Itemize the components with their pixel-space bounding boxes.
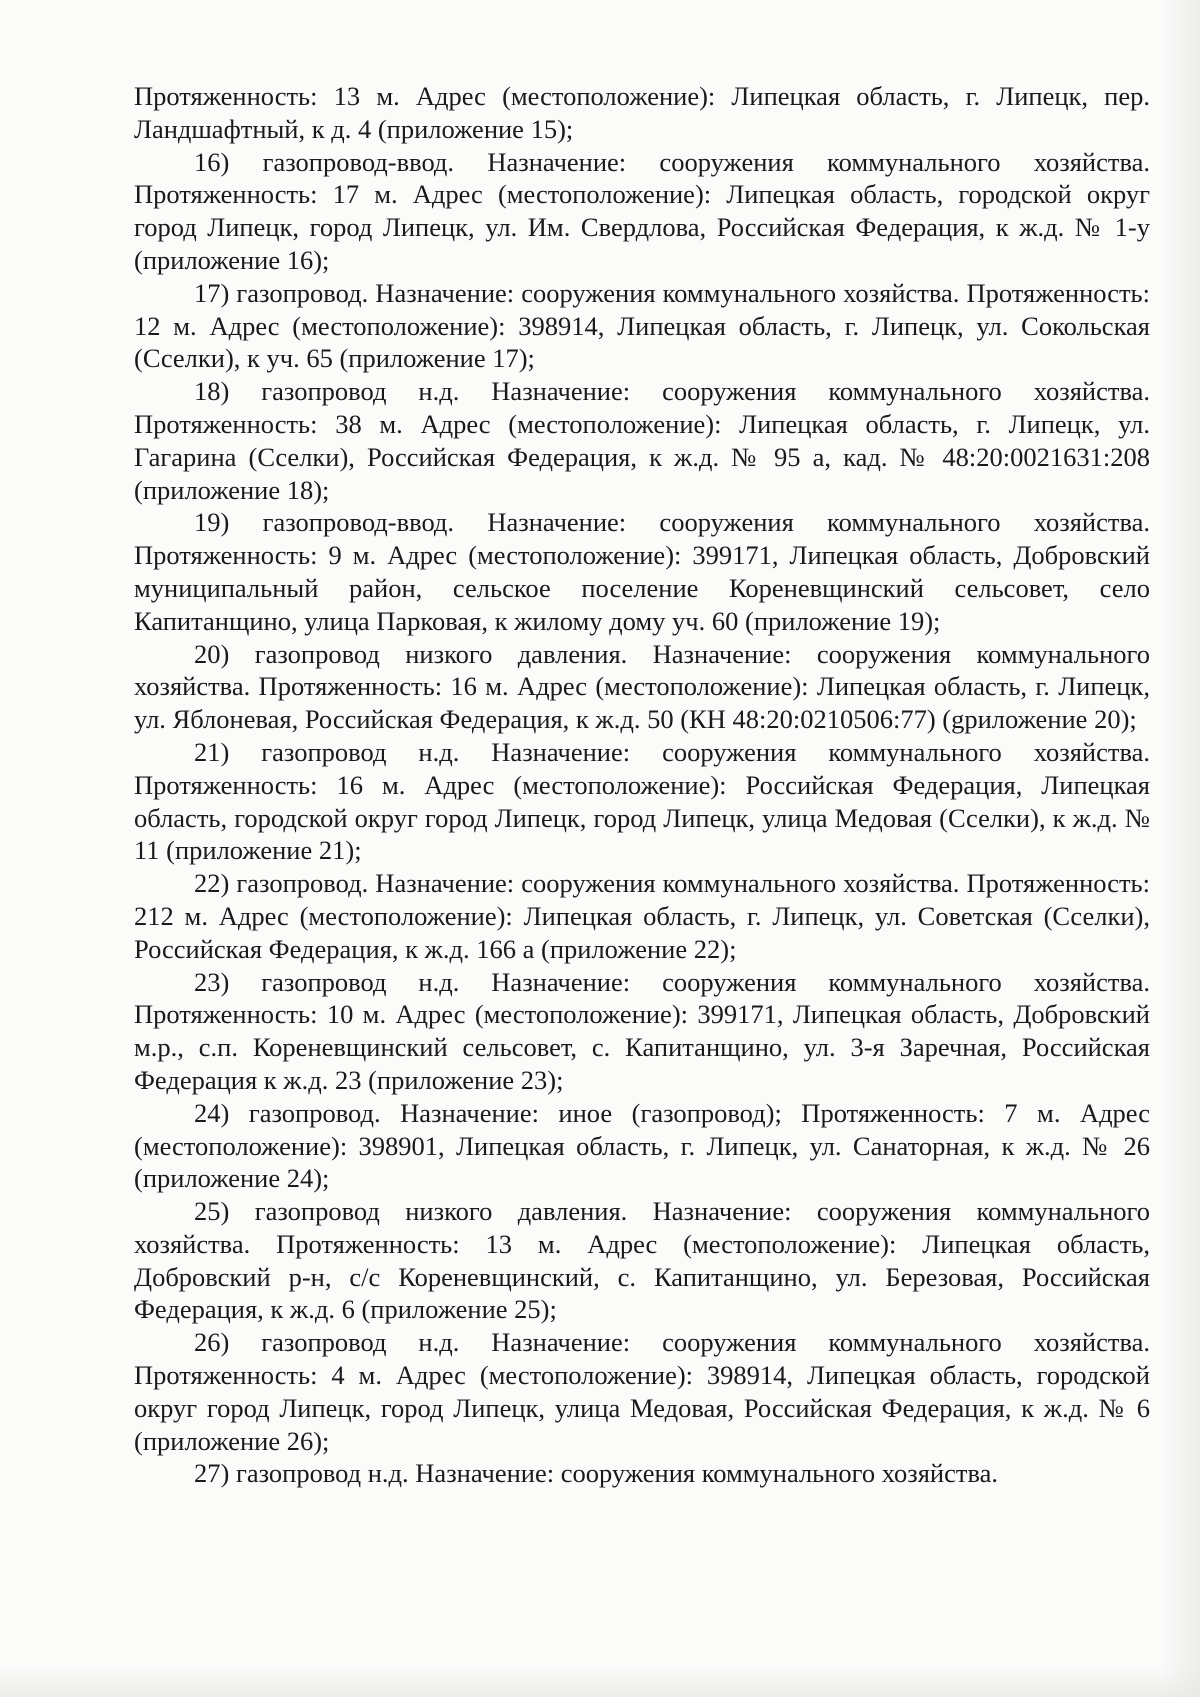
list-item-16: 16) газопровод-ввод. Назначение: сооружения коммунального хозяйства. Протяженность: 17 м. Адрес (местоположение): Липецкая область, городской округ город Липецк, город Липецк, ул. Им. Свердлова, Российская Федерация, к ж.д. № 1-у (приложение 16); [134,146,1150,275]
list-item-17: 17) газопровод. Назначение: сооружения коммунального хозяйства. Протяженность: 12 м. Адрес (местоположение): 398914, Липецкая область, г. Липецк, ул. Сокольская (Сселки), к уч. 65 (приложение 17); [134,277,1150,374]
list-item-27: 27) газопровод н.д. Назначение: сооружения коммунального хозяйства. [194,1458,998,1489]
list-item-24: 24) газопровод. Назначение: иное (газопровод); Протяженность: 7 м. Адрес (местоположение): 398901, Липецкая область, г. Липецк, ул. Санаторная, к ж.д. № 26 (приложение 24); [134,1097,1150,1194]
list-item-21: 21) газопровод н.д. Назначение: сооружения коммунального хозяйства. Протяженность: 16 м. Адрес (местоположение): Российская Федерация, Липецкая область, городской округ город Липецк, город Липецк, улица Медовая (Сселки), к ж.д. № 11 (приложение 21); [134,736,1150,866]
document-body [134,80,1150,1490]
list-item-25: 25) газопровод низкого давления. Назначение: сооружения коммунального хозяйства. Протяженность: 13 м. Адрес (местоположение): Липецкая область, Добровский р-н, с/с Кореневщинский, с. Капитанщино, ул. Березовая, Российская Федерация, к ж.д. 6 (приложение 25); [134,1196,1150,1325]
list-item-26: 26) газопровод н.д. Назначение: сооружения коммунального хозяйства. Протяженность: 4 м. Адрес (местоположение): 398914, Липецкая область, городской округ город Липецк, город Липецк, улица Медовая, Российская Федерация, к ж.д. № 6 (приложение 26); [134,1327,1150,1456]
list-item-20: 20) газопровод низкого давления. Назначение: сооружения коммунального хозяйства. Протяженность: 16 м. Адрес (местоположение): Липецкая область, г. Липецк, ул. Яблоневая, Российская Федерация, к ж.д. 50 (КН 48:20:0210506:77) (gриложение 20); [134,638,1150,735]
continued-paragraph: Протяженность: 13 м. Адрес (местоположение): Липецкая область, г. Липецк, пер. Ландшафтный, к д. 4 (приложение 15); [134,81,1150,144]
list-item-18: 18) газопровод н.д. Назначение: сооружения коммунального хозяйства. Протяженность: 38 м. Адрес (местоположение): Липецкая область, г. Липецк, ул. Гагарина (Сселки), Российская Федерация, к ж.д. № 95 а, кад. № 48:20:0021631:208 (приложение 18); [134,376,1150,505]
scan-edge-shadow-right [1160,0,1200,1697]
scan-edge-shadow-bottom [0,1667,1200,1697]
list-item-19: 19) газопровод-ввод. Назначение: сооружения коммунального хозяйства. Протяженность: 9 м. Адрес (местоположение): 399171, Липецкая область, Добровский муниципальный район, сельское поселение Кореневщинский сельсовет, село Капитанщино, улица Парковая, к жилому дому уч. 60 (приложение 19); [134,507,1150,636]
list-item-23: 23) газопровод н.д. Назначение: сооружения коммунального хозяйства. Протяженность: 10 м. Адрес (местоположение): 399171, Липецкая область, Добровский м.р., с.п. Кореневщинский сельсовет, с. Капитанщино, ул. 3-я Заречная, Российская Федерация к ж.д. 23 (приложение 23); [134,966,1150,1095]
list-item-22: 22) газопровод. Назначение: сооружения коммунального хозяйства. Протяженность: 212 м. Адрес (местоположение): Липецкая область, г. Липецк, ул. Советская (Сселки), Российская Федерация, к ж.д. 166 а (приложение 22); [134,868,1150,964]
